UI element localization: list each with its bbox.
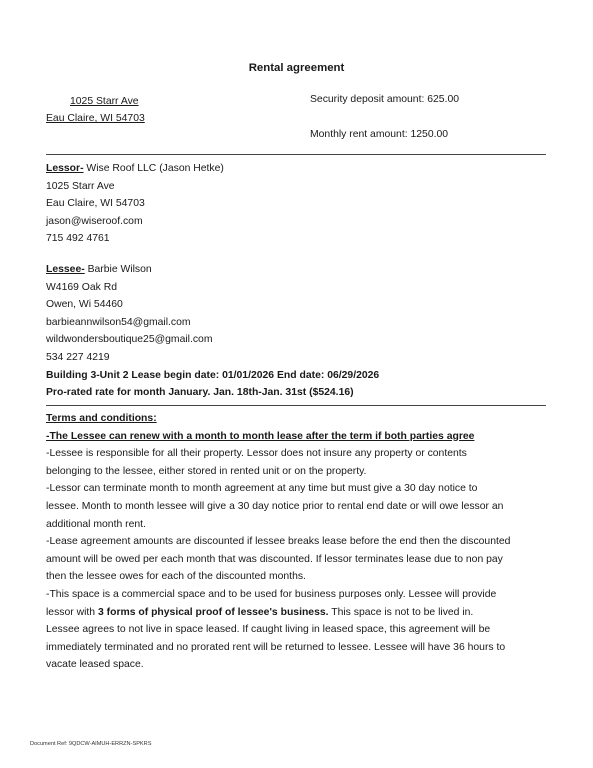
document-title: Rental agreement xyxy=(248,62,345,74)
lessor-name: Wise Roof LLC (Jason Hetke) xyxy=(83,163,224,174)
lessee-city: Owen, Wi 54460 xyxy=(46,299,123,311)
lessor-email: jason@wiseroof.com xyxy=(46,215,143,227)
discount-clause-1: -Lease agreement amounts are discounted if lessee breaks lease before the end then the discounted xyxy=(46,536,511,548)
lessee-email-2: wildwondersboutique25@gmail.com xyxy=(46,334,213,346)
lessee-block xyxy=(46,261,556,402)
commercial-clause-3: Lessee agrees to not live in space leased. If caught living in leased space, this agreement will be xyxy=(46,624,491,636)
lessor-city: Eau Claire, WI 54703 xyxy=(46,198,145,210)
monthly-rent: Monthly rent amount: 1250.00 xyxy=(310,129,449,140)
lessee-street: W4169 Oak Rd xyxy=(46,281,118,293)
lessee-name: Barbie Wilson xyxy=(84,264,152,275)
termination-clause-3: additional month rent. xyxy=(46,518,146,530)
property-clause-1: -Lessee is responsible for all their property. Lessor does not insure any property or contents xyxy=(46,448,467,460)
divider-top xyxy=(46,154,546,155)
terms-block xyxy=(46,410,556,674)
security-deposit: Security deposit amount: 625.00 xyxy=(310,94,460,105)
lessee-label: Lessee- xyxy=(46,264,85,275)
commercial-clause-1: -This space is a commercial space and to be used for business purposes only. Lessee will provide xyxy=(46,588,497,600)
lessor-phone: 715 492 4761 xyxy=(46,233,110,245)
document-ref: Document Ref: 9QDCW-AIMUH-ERRZN-SPKRS xyxy=(30,741,152,747)
lessor-street: 1025 Starr Ave xyxy=(46,180,115,192)
lessee-phone: 534 227 4219 xyxy=(46,351,110,363)
terms-heading: Terms and conditions: xyxy=(46,413,157,424)
commercial-clause-4: immediately terminated and no prorated rent will be returned to lessee. Lessee will have 36 hours to xyxy=(46,641,506,653)
commercial-clause-2-pre: lessor with xyxy=(46,606,98,618)
lessor-label: Lessor- xyxy=(46,163,84,174)
commercial-clause-5: vacate leased space. xyxy=(46,659,144,671)
commercial-clause-2-bold: 3 forms of physical proof of lessee's business. xyxy=(97,606,329,618)
commercial-clause-2-post: This space is not to be lived in. xyxy=(328,606,474,618)
property-city: Eau Claire, WI 54703 xyxy=(46,113,145,124)
property-clause-2: belonging to the lessee, either stored in rented unit or on the property. xyxy=(46,465,367,477)
commercial-clause-2 xyxy=(46,604,556,622)
prorated-rate: Pro-rated rate for month January. Jan. 18th-Jan. 31st ($524.16) xyxy=(46,387,354,399)
divider-terms xyxy=(46,405,546,406)
lease-dates: Building 3-Unit 2 Lease begin date: 01/01/2026 End date: 06/29/2026 xyxy=(46,369,380,381)
termination-clause-1: -Lessor can terminate month to month agreement at any time but must give a 30 day notice to xyxy=(46,483,478,495)
lessee-line xyxy=(46,261,556,279)
termination-clause-2: lessee. Month to month lessee will give a 30 day notice prior to rental end date or will owe lessor an xyxy=(46,500,504,512)
lessor-block xyxy=(46,160,556,248)
discount-clause-3: then the lessee owes for each of the discounted months. xyxy=(46,571,306,583)
lessor-line xyxy=(46,160,556,178)
lessee-email-1: barbieannwilson54@gmail.com xyxy=(46,316,191,328)
renewal-clause: -The Lessee can renew with a month to month lease after the term if both parties agree xyxy=(46,430,475,442)
discount-clause-2: amount will be owed per each month that was discounted. If lessor terminates lease due to non pay xyxy=(46,553,503,565)
property-street: 1025 Starr Ave xyxy=(70,96,139,107)
